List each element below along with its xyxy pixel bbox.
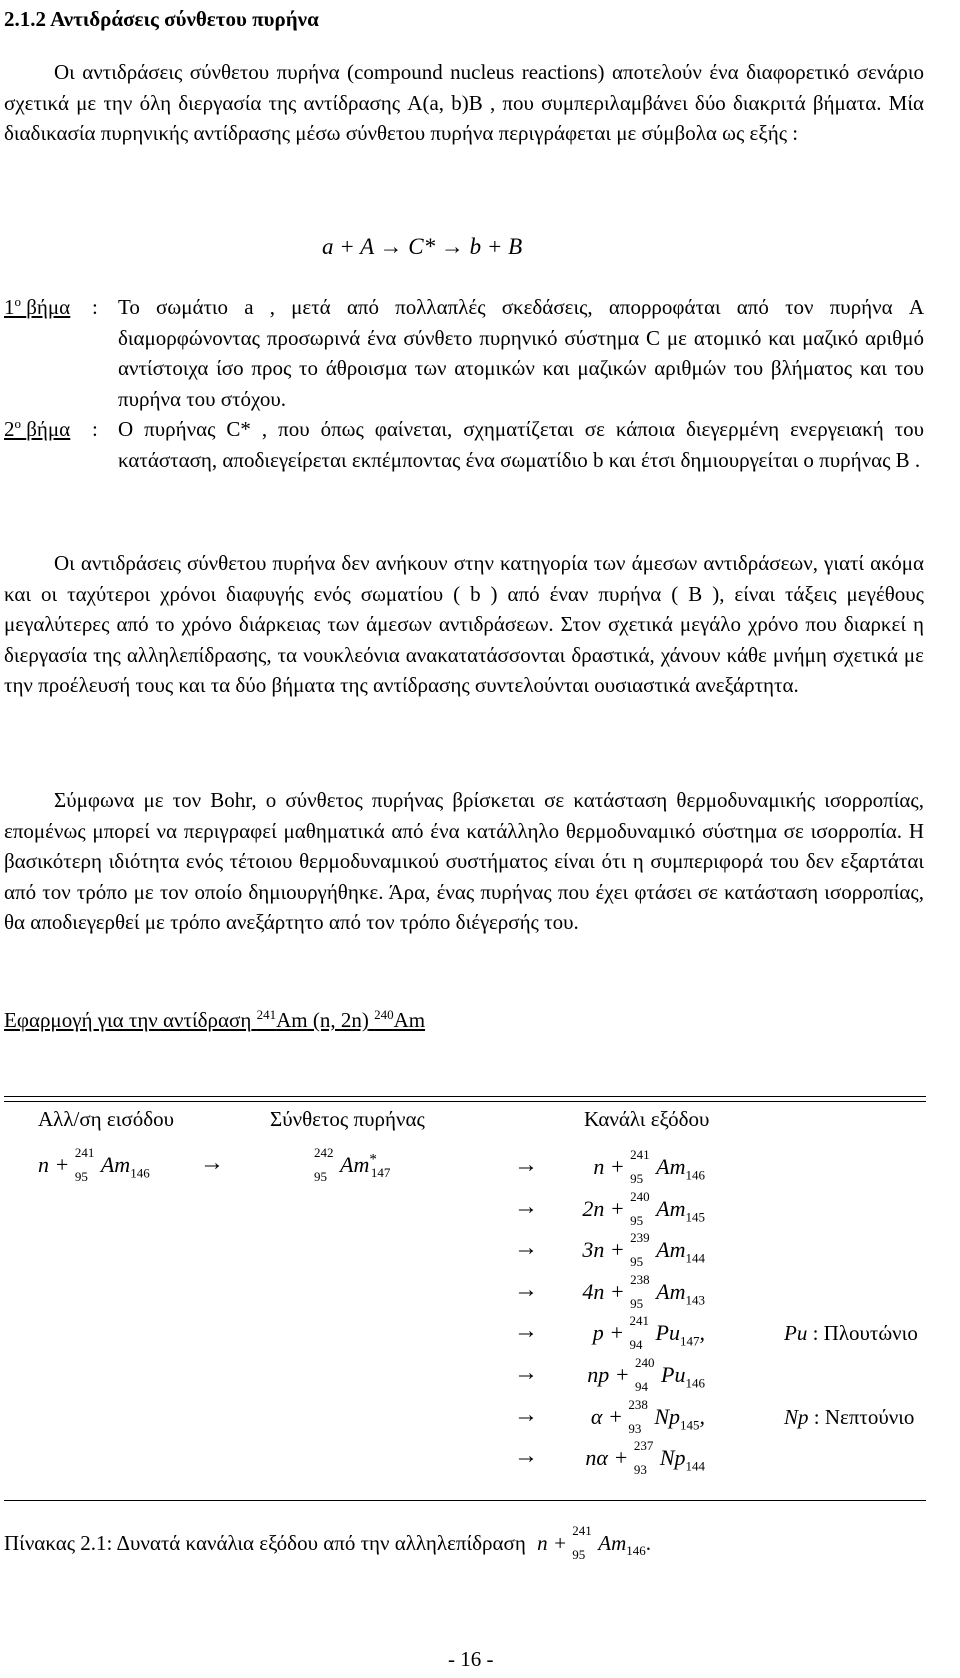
header-output-channel: Κανάλι εξόδου bbox=[584, 1107, 710, 1131]
table-top-rule-2 bbox=[4, 1101, 926, 1102]
step-1-text: Το σωμάτιο a , μετά από πολλαπλές σκεδάσεις, απορροφάται από τον πυρήνα A διαμορφώνοντας προσωρινά ένα σύνθετο πυρηνικό σύστημα C με ατομικό και μαζικό αριθμό αντίστοιχα ίσο προς το άθροισμα των ατομικών και μαζικών αριθμών του βλήματος και του πυρήνα του στόχου. bbox=[118, 295, 924, 411]
table-bottom-rule bbox=[4, 1500, 926, 1501]
output-arrow: → bbox=[514, 1235, 538, 1262]
step-2-text: Ο πυρήνας C* , που όπως φαίνεται, σχηματίζεται σε κάποια διεγερμένη ενεργειακή του κατάσταση, αποδιεγείρεται εκπέμποντας ένα σωματίδιο b και έτσι δημιουργείται ο πυρήνας B . bbox=[118, 417, 924, 472]
section-heading: 2.1.2 Αντιδράσεις σύνθετου πυρήνα bbox=[4, 7, 319, 31]
output-arrow: → bbox=[514, 1276, 538, 1303]
output-channel: n + 241 95 $Am_{146}$ bbox=[593, 1147, 705, 1186]
output-channel: 2n + 240 95 $Am_{145}$ bbox=[582, 1188, 705, 1228]
output-arrow: → bbox=[514, 1443, 538, 1470]
element-note: Pu : Πλουτώνιο bbox=[784, 1321, 918, 1346]
input-reaction: n + 241 95 $Am_{146}$ bbox=[38, 1145, 150, 1184]
arrow-to-compound: → bbox=[200, 1150, 224, 1176]
table-top-rule bbox=[4, 1096, 926, 1097]
output-channel: nα + 237 93 $Np_{144}$ bbox=[585, 1438, 705, 1478]
compound-nucleus: 242 95 $Am^*_{147}$ bbox=[314, 1145, 391, 1184]
output-channel: 3n + 239 95 $Am_{144}$ bbox=[582, 1230, 705, 1270]
page-number: - 16 - bbox=[448, 1647, 494, 1671]
output-arrow: → bbox=[514, 1193, 538, 1220]
application-title: Εφαρμογή για την αντίδραση $^{241}$Am (n, 2n) $^{240}$Am bbox=[4, 1007, 426, 1032]
step-2: $2^o$ βήμα : Ο πυρήνας C* , που όπως φαίνεται, σχηματίζεται σε κάποια διεγερμένη ενεργειακή του κατάσταση, αποδιεγείρεται εκπέμποντας ένα σωματίδιο b και έτσι δημιουργείται ο πυρήνας B . bbox=[4, 416, 924, 472]
table-caption: Πίνακας 2.1: Δυνατά κανάλια εξόδου από την αλληλεπίδραση n + 241 95 $Am_{146}$. bbox=[4, 1523, 652, 1562]
output-arrow: → bbox=[514, 1318, 538, 1345]
reaction-equation: a + A → C* → b + B bbox=[322, 234, 523, 259]
output-arrow: → bbox=[514, 1401, 538, 1428]
paragraph-bohr: Σύμφωνα με τον Bohr, ο σύνθετος πυρήνας βρίσκεται σε κατάσταση θερμοδυναμικής ισορροπίας, επομένως μπορεί να περιγραφεί μαθηματικά από ένα κατάλληλο θερμοδυναμικό σύστημα σε ισορροπία. Η βασικότερη ιδιότητα ενός τέτοιου θερμοδυναμικού συστήματος είναι ότι η συμπεριφορά του δεν εξαρτάται από τον τρόπο με τον οποίο δημιουργήθηκε. Άρα, ένας πυρήνας που έχει φτάσει σε κατάσταση ισορροπίας, θα αποδιεγερθεί με τρόπο ανεξάρτητο από τον τρόπο διέγερσής του. bbox=[4, 788, 924, 934]
steps-list bbox=[4, 292, 924, 475]
step-1-label: $1^o$ βήμα bbox=[4, 294, 71, 319]
paragraph-direct-reactions: Οι αντιδράσεις σύνθετου πυρήνα δεν ανήκουν στην κατηγορία των άμεσων αντιδράσεων, γιατί ακόμα και οι ταχύτεροι χρόνοι διαφυγής ενός σωματίου ( b ) από έναν πυρήνα ( B ), είναι τάξεις μεγέθους μεγαλύτερες από το χρόνο διάρκειας των άμεσων αντιδράσεων. Στον σχετικά μεγάλο χρόνο που διαρκεί η διεργασία της αλληλεπίδρασης, τα νουκλεόνια ανακατατάσσονται δραστικά, χάνουν κάθε μνήμη σχετικά με την προέλευσή τους και τα δύο βήματα της αντίδρασης συντελούνται ουσιαστικά ανεξάρτητα. bbox=[4, 551, 924, 697]
output-arrow: → bbox=[514, 1360, 538, 1386]
step-2-label: $2^o$ βήμα bbox=[4, 416, 71, 441]
output-arrow: → bbox=[514, 1152, 538, 1178]
output-channel: np + 240 94 $Pu_{146}$ bbox=[587, 1355, 705, 1394]
intro-paragraph: Οι αντιδράσεις σύνθετου πυρήνα (compound nucleus reactions) αποτελούν ένα διαφορετικό σενάριο σχετικά με την όλη διεργασία της αντίδρασης A(a, b)B , που συμπεριλαμβάνει δύο διακριτά βήματα. Μία διαδικασία πυρηνικής αντίδρασης μέσω σύνθετου πυρήνα περιγράφεται με σύμβολα ως εξής : bbox=[4, 60, 924, 145]
header-compound-nucleus: Σύνθετος πυρήνας bbox=[270, 1107, 425, 1131]
step-1: $1^o$ βήμα : Το σωμάτιο a , μετά από πολλαπλές σκεδάσεις, απορροφάται από τον πυρήνα A διαμορφώνοντας προσωρινά ένα σύνθετο πυρηνικό σύστημα C με ατομικό και μαζικό αριθμό αντίστοιχα ίσο προς το άθροισμα των ατομικών και μαζικών αριθμών του βλήματος και του πυρήνα του στόχου. bbox=[4, 294, 924, 411]
header-input-channel: Αλλ/ση εισόδου bbox=[38, 1107, 174, 1131]
output-channel: 4n + 238 95 $Am_{143}$ bbox=[582, 1271, 705, 1311]
element-note: Np : Νεπτούνιο bbox=[784, 1404, 915, 1429]
output-channel: p + 241 94 $Pu_{147}$, bbox=[592, 1313, 705, 1353]
output-channel: α + 238 93 $Np_{145}$, bbox=[590, 1396, 705, 1436]
